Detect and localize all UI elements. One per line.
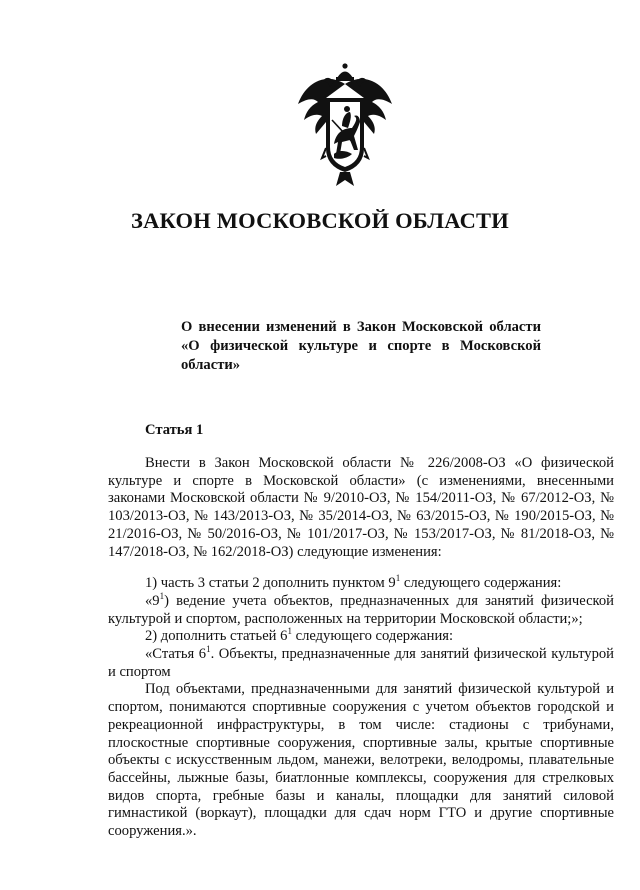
item-2-paragraph — [108, 628, 614, 646]
law-title: ЗАКОН МОСКОВСКОЙ ОБЛАСТИ — [131, 208, 509, 233]
superscript: 1 — [395, 573, 401, 584]
new-article-heading — [108, 646, 614, 681]
article-heading: Статья 1 — [145, 422, 204, 438]
new-article-heading-start: «Статья 6 — [145, 646, 207, 663]
superscript: 1 — [287, 626, 292, 637]
new-article-body: Под объектами, предназначенными для занятий физической культурой и спортом, понимаются спортивные сооружения с учетом объектов городской и рекреационной инфраструктуры, в том числе: стадионы с трибунами, плоскостные спортивные сооружения, спортивные залы, крытые спортивные объекты с искусственным льдом, манежи, велотреки, велодромы, плавательные бассейны, лыжные базы, биатлонные комплексы, сооружения для стрелковых видов спорта, гребные базы и каналы, площадки для занятий силовой гимнастикой (воркаут), площадки для сдач норм ГТО и другие спортивные сооружения.». — [108, 681, 614, 840]
superscript: 1 — [206, 644, 211, 655]
article-body — [108, 455, 614, 841]
item-1-paragraph — [108, 575, 614, 593]
superscript: 1 — [159, 590, 165, 601]
law-subject: О внесении изменений в Закон Московской области «О физической культуре и спорте в Московской области» — [181, 319, 541, 373]
item-2-text-end: следующего содержания: — [291, 628, 454, 645]
item-1-text-end: следующего содержания: — [400, 575, 562, 592]
item-1-text: 1) часть 3 статьи 2 дополнить пунктом 9 — [145, 575, 396, 592]
moscow-oblast-coat-of-arms-icon — [296, 62, 394, 190]
intro-paragraph: Внести в Закон Московской области № 226/2008-ОЗ «О физической культуре и спорте в Московской области» (с изменениями, внесенными законами Московской области № 9/2010-ОЗ, № 154/2011-ОЗ, № 67/2012-ОЗ, № 103/2013-ОЗ, № 143/2013-ОЗ, № 35/2014-ОЗ, № 63/2015-ОЗ, № 190/2015-ОЗ, № 21/2016-ОЗ, № 50/2016-ОЗ, № 101/2017-ОЗ, № 153/2017-ОЗ, № 81/2018-ОЗ, № 147/2018-ОЗ, № 162/2018-ОЗ) следующие изменения: — [108, 455, 614, 560]
item-2-text: 2) дополнить статьей 6 — [145, 628, 288, 645]
item-1-inserted-start: «9 — [145, 592, 160, 609]
item-1-inserted-text — [108, 590, 614, 628]
new-article-heading-end: . Объекты, предназначенные для занятий физической культурой и спортом — [108, 646, 614, 680]
item-1-inserted-end: ) ведение учета объектов, предназначенных для занятий физической культурой и спортом, расположенных на территории Московской области;»; — [108, 592, 614, 627]
